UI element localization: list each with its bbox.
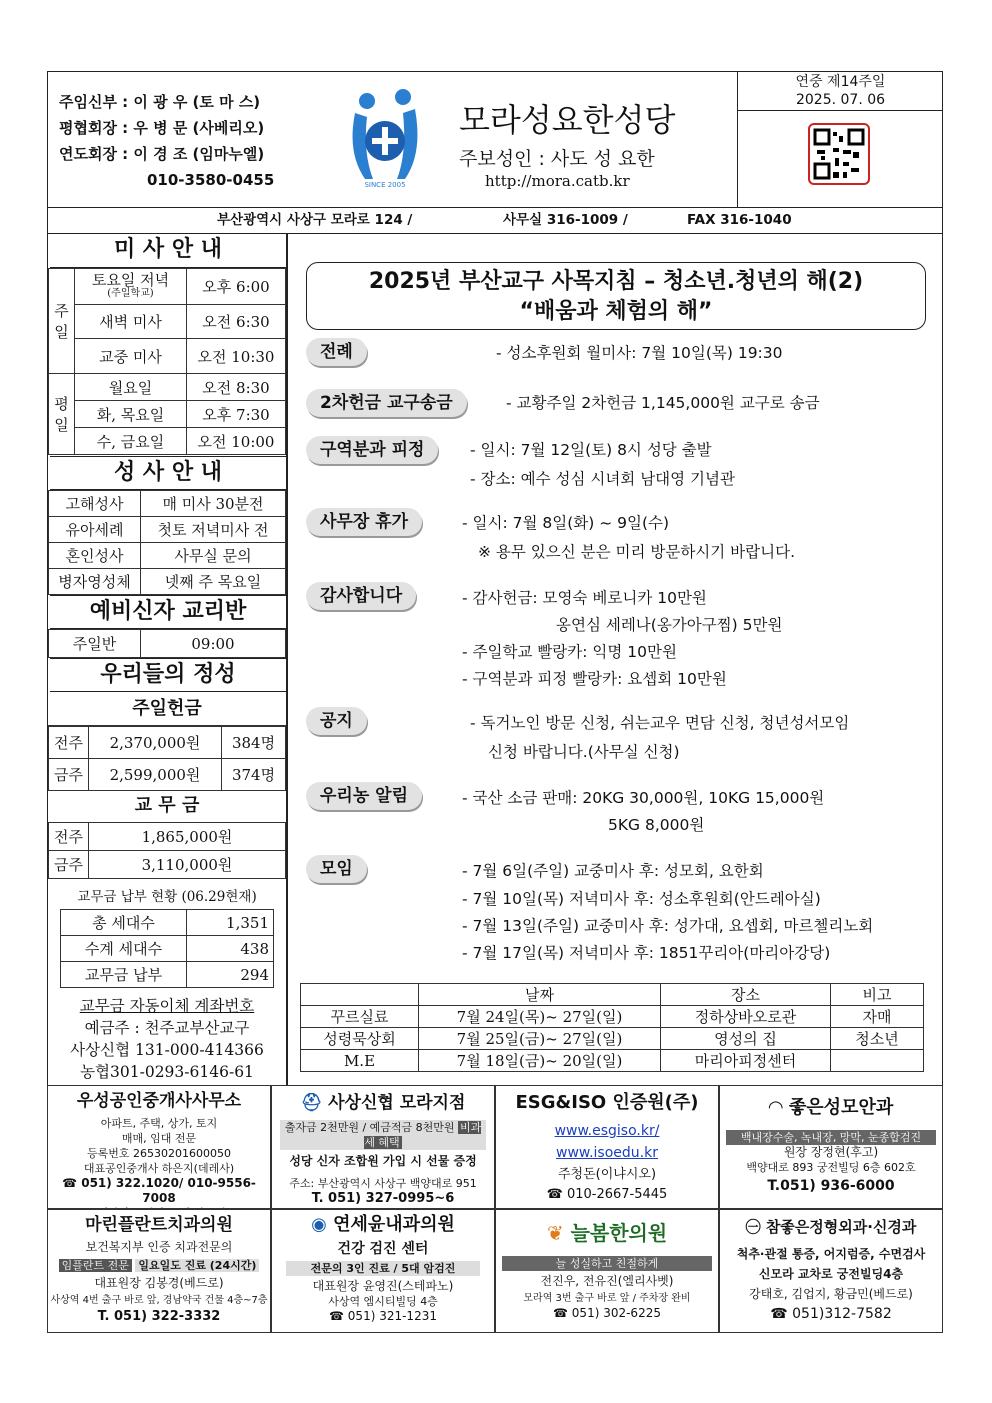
retreat-cell: M.E: [301, 1050, 419, 1072]
ad-link[interactable]: www.isoedu.kr: [556, 1145, 658, 1161]
headline-line1: 2025년 부산교구 사목지침 – 청소년.청년의 해(2): [368, 269, 864, 294]
notice-line: 신청 바랍니다.(사무실 신청): [488, 743, 680, 761]
notice-line: - 7월 17일(목) 저녁미사 후: 1851꾸리아(마리아강당): [462, 944, 831, 962]
retreat-cell: 7월 24일(목)~ 27일(일): [419, 1006, 661, 1028]
notice-line: 옹연심 세레나(옹가아구찜) 5만원: [556, 616, 783, 634]
ad-line: ☎ 051) 302-6225: [553, 1306, 661, 1320]
ad-line: 성당 신자 조합원 가입 시 선물 증정: [289, 1154, 477, 1168]
orthopedics-logo-icon: ㊀: [745, 1218, 766, 1236]
retreat-cell: 청소년: [831, 1028, 924, 1050]
ad-line: 신모라 교차로 궁전빌딩4층: [758, 1267, 904, 1281]
retreat-header: 날짜: [419, 984, 661, 1006]
mass-sub: (주일학교): [107, 287, 154, 299]
mass-name: 새벽 미사: [75, 305, 187, 339]
mass-time: 오후 7:30: [187, 401, 286, 428]
retreat-cell: 성령묵상회: [301, 1028, 419, 1050]
ad-title: 사상신협 모라지점: [328, 1093, 466, 1113]
ad-eye-clinic[interactable]: [719, 1085, 943, 1209]
ad-line: 백양대로 893 궁전빌딩 6층 602호: [746, 1161, 916, 1174]
office-phone: 사무실 316-1009 /: [503, 212, 628, 228]
retreat-cell: 7월 25일(금)~ 27일(일): [419, 1028, 661, 1050]
notice-line: 5KG 8,000원: [608, 816, 705, 834]
notice-line: - 감사헌금: 모영숙 베로니카 10만원: [462, 589, 707, 607]
ad-line: 대표원장 김봉경(베드로): [94, 1276, 224, 1290]
catechumen-table: [48, 629, 286, 658]
ad-title: ESG&ISO 인증원(주): [515, 1092, 699, 1113]
catechumen-title: 예비신자 교리반: [50, 595, 286, 629]
ad-line: 대표원장 윤영진(스테파노): [312, 1279, 454, 1293]
ad-line: 주소: 부산광역시 사상구 백양대로 951: [289, 1177, 477, 1190]
retreat-cell: 7월 18일(금)~ 20일(일): [419, 1050, 661, 1072]
due-status-table: [60, 909, 274, 988]
week-box: [737, 71, 943, 111]
ad-line: 출자금 2천만원 / 예금적금 8천만원: [284, 1121, 455, 1134]
retreat-header: 장소: [661, 984, 831, 1006]
notice-line: - 7월 10일(목) 저녁미사 후: 성소후원회(안드레아실): [462, 890, 821, 908]
ad-line: 아파트, 주택, 상가, 토지: [100, 1117, 218, 1130]
ad-line: ☎ 051)312-7582: [770, 1306, 892, 1322]
notice-label: 사무장 휴가: [306, 508, 422, 536]
ad-line: 보건복지부 인증 치과전문의: [85, 1240, 233, 1254]
ad-line: 백내장수술, 녹내장, 망막, 눈종합검진: [726, 1130, 936, 1145]
sunday-label: 주일: [49, 269, 75, 374]
ad-esg-iso[interactable]: [495, 1085, 719, 1209]
sacrament-value: 사무실 문의: [141, 543, 286, 569]
ad-line: 강태호, 김업지, 황금민(베드로): [749, 1287, 913, 1301]
notice-label: 2차헌금 교구송금: [306, 389, 467, 417]
column-divider: [286, 234, 288, 1085]
parish-label: 금주: [49, 851, 89, 879]
mass-time: 오후 6:00: [187, 269, 286, 305]
parish-amount: 1,865,000원: [89, 823, 286, 851]
ad-dental[interactable]: [47, 1209, 271, 1333]
notice-line: - 교황주일 2차헌금 1,145,000원 교구로 송금: [506, 394, 820, 412]
status-value: 294: [187, 962, 274, 988]
ad-line: 모라역 3번 출구 바로 앞 / 주차장 완비: [523, 1293, 691, 1304]
ad-oriental-clinic[interactable]: [495, 1209, 719, 1333]
ad-line: 일요일도 진료 (24시간): [135, 1259, 259, 1272]
notice-label: 공지: [306, 707, 367, 735]
pastor-line: 주임신부 : 이 광 우 (토 마 스): [59, 93, 261, 111]
notice-line: - 일시: 7월 12일(토) 8시 성당 출발: [470, 441, 712, 459]
sacrament-value: 매 미사 30분전: [141, 491, 286, 517]
parish-label: 전주: [49, 823, 89, 851]
notice-line: - 국산 소금 판매: 20KG 30,000원, 10KG 15,000원: [462, 789, 825, 807]
retreat-header: 비고: [831, 984, 924, 1006]
ad-title: 연세윤내과의원: [333, 1214, 455, 1235]
notice-line: - 성소후원회 월미사: 7월 10일(목) 19:30: [496, 344, 783, 362]
ad-title: 늘봄한의원: [570, 1221, 668, 1245]
ad-title: 마린플란트치과의원: [85, 1215, 233, 1235]
mass-row: [75, 269, 187, 305]
ad-line: 등록번호 26530201600050: [87, 1147, 231, 1160]
account-number: 사상신협 131-000-414366: [70, 1041, 264, 1059]
retreat-cell: 꾸르실료: [301, 1006, 419, 1028]
leaf-logo-icon: ❦: [546, 1221, 571, 1245]
retreat-cell: 영성의 집: [661, 1028, 831, 1050]
sacraments-table: [48, 490, 286, 595]
sacrament-name: 병자영성체: [49, 569, 141, 595]
catechumen-time: 09:00: [141, 630, 286, 658]
bulletin-date: 2025. 07. 06: [795, 92, 886, 108]
parish-due-table: [48, 822, 286, 879]
status-label: 총 세대수: [61, 910, 187, 936]
fax-number: FAX 316-1040: [687, 212, 792, 228]
ad-credit-union[interactable]: [271, 1085, 495, 1209]
ad-line: ☎ 051) 322.1020/ 010-9556-7008: [62, 1176, 256, 1205]
offering-amount: 2,599,000원: [89, 759, 222, 791]
sacrament-value: 첫토 저녁미사 전: [141, 517, 286, 543]
status-value: 438: [187, 936, 274, 962]
headline-box: [306, 262, 926, 330]
credit-union-logo-icon: ⛑: [300, 1093, 329, 1113]
mass-name: 월요일: [75, 374, 187, 401]
notice-line: - 독거노인 방문 신청, 쉬는교우 면담 신청, 청년성서모임: [470, 714, 850, 732]
church-logo: [345, 83, 425, 193]
header: [47, 71, 943, 208]
retreat-table: [300, 983, 924, 1072]
ad-title: 우성공인중개사사무소: [76, 1091, 242, 1111]
qr-area: [737, 111, 943, 208]
mass-time: 오전 10:00: [187, 428, 286, 455]
sacrament-value: 넷째 주 목요일: [141, 569, 286, 595]
sacrament-name: 혼인성사: [49, 543, 141, 569]
council-head-line: 평협회장 : 우 병 문 (사베리오): [59, 119, 265, 137]
ad-line: T.051) 936-6000: [767, 1178, 895, 1194]
parish-amount: 3,110,000원: [89, 851, 286, 879]
ad-line: 척추·관절 통증, 어지럼증, 수면검사: [736, 1247, 926, 1261]
ad-internal-medicine[interactable]: [271, 1209, 495, 1333]
ad-line: T. 051) 322-3332: [97, 1309, 221, 1324]
catechumen-label: 주일반: [49, 630, 141, 658]
offering-label: 금주: [49, 759, 89, 791]
ad-orthopedics[interactable]: [719, 1209, 943, 1333]
account-title: 교무금 자동이체 계좌번호: [79, 997, 255, 1015]
notice-line: - 구역분과 피정 빨랑카: 요셉회 10만원: [462, 670, 727, 688]
sacrament-name: 유아세례: [49, 517, 141, 543]
notice-line: - 장소: 예수 성심 시녀회 남대영 기념관: [470, 470, 735, 488]
weekday-label: 평일: [49, 374, 75, 455]
elder-head-line: 연도회장 : 이 경 조 (임마누엘): [59, 145, 265, 163]
logo-since: SINCE 2005: [364, 181, 406, 189]
notice-label: 감사합니다: [306, 582, 416, 610]
offering-count: 374명: [222, 759, 286, 791]
contact-phone: 010-3580-0455: [147, 171, 275, 189]
ad-title: 좋은성모안과: [788, 1097, 894, 1118]
sacraments-title: 성 사 안 내: [50, 456, 286, 490]
ad-line: 전문의 3인 진료 / 5대 암검진: [286, 1261, 480, 1276]
eye-logo-icon: ◠: [768, 1097, 789, 1118]
mass-time: 오전 10:30: [187, 339, 286, 374]
patron-saint: 주보성인 : 사도 성 요한: [459, 148, 655, 170]
mass-title: 미 사 안 내: [50, 234, 286, 268]
ad-realestate[interactable]: [47, 1085, 271, 1209]
ad-line: T. 051) 327-0995~6: [311, 1191, 455, 1206]
status-value: 1,351: [187, 910, 274, 936]
church-address: 부산광역시 사상구 모라로 124 /: [217, 212, 413, 228]
address-bar: [47, 208, 943, 234]
church-name: 모라성요한성당: [459, 101, 676, 139]
retreat-header: [301, 984, 419, 1006]
ad-line: 사상역 4번 출구 바로 앞, 경남약국 건물 4층~7층: [50, 1295, 268, 1306]
mass-table: [48, 268, 286, 455]
mass-time: 오전 6:30: [187, 305, 286, 339]
ad-line: ☎ 051) 321-1231: [329, 1309, 437, 1323]
ad-line: ☎ 010-2667-5445: [546, 1187, 668, 1202]
offering-count: 384명: [222, 727, 286, 759]
notice-label: 모임: [306, 855, 367, 883]
notice-label: 전례: [306, 338, 367, 366]
ad-link[interactable]: www.esgiso.kr/: [554, 1123, 660, 1139]
mass-time: 오전 8:30: [187, 374, 286, 401]
notice-line: - 주일학교 빨랑카: 익명 10만원: [462, 643, 677, 661]
sacrament-name: 고해성사: [49, 491, 141, 517]
status-label: 교무금 납부: [61, 962, 187, 988]
retreat-cell: [831, 1050, 924, 1072]
ad-badge: 임플란트 전문: [59, 1259, 132, 1272]
ad-badge: 비과세 혜택: [364, 1121, 482, 1149]
retreat-cell: 마리아피정센터: [661, 1050, 831, 1072]
retreat-cell: 정하상바오로관: [661, 1006, 831, 1028]
logo-figures-icon: [345, 83, 425, 193]
ad-line: 매매, 임대 전문: [121, 1132, 197, 1145]
notice-label: 구역분과 피정: [306, 436, 438, 464]
notice-label: 우리농 알림: [306, 782, 422, 810]
parish-due-title: 교 무 금: [134, 795, 200, 816]
ad-line: 대표공인중개사 하은지(데레사): [83, 1162, 235, 1175]
ad-line: 늘 성실하고 친절하게: [502, 1256, 712, 1271]
headline-line2: “배움과 체험의 해”: [519, 299, 713, 324]
notice-line: ※ 용무 있으신 분은 미리 방문하시기 바랍니다.: [478, 543, 795, 561]
offering-label: 전주: [49, 727, 89, 759]
mass-name: 화, 목요일: [75, 401, 187, 428]
notice-line: - 7월 13일(주일) 교중미사 후: 성가대, 요셉회, 마르첼리노회: [462, 917, 874, 935]
account-info: [48, 995, 286, 1083]
account-holder: 예금주 : 천주교부산교구: [84, 1019, 250, 1037]
ad-line: 주청돈(이냐시오): [557, 1167, 657, 1182]
notice-line: - 일시: 7월 8일(화) ~ 9일(수): [462, 514, 670, 532]
yonsei-logo-icon: ◉: [311, 1214, 334, 1235]
ad-title: 참좋은정형외과·신경과: [765, 1218, 917, 1236]
ad-line: 건강 검진 센터: [337, 1241, 429, 1257]
retreat-cell: 자매: [831, 1006, 924, 1028]
sunday-offering-table: [48, 726, 286, 791]
ad-line: 원장 장정현(후고): [783, 1145, 879, 1159]
liturgical-week: 연중 제14주일: [795, 74, 886, 90]
ad-line: 사상역 엠시티빌딩 4층: [328, 1295, 438, 1308]
website-link[interactable]: http://mora.catb.kr: [485, 172, 630, 190]
mass-name: 수, 금요일: [75, 428, 187, 455]
notice-line: - 7월 6일(주일) 교중미사 후: 성모회, 요한회: [462, 862, 764, 880]
offering-amount: 2,370,000원: [89, 727, 222, 759]
due-status-title: 교무금 납부 현황 (06.29현재): [77, 889, 257, 905]
mass-name: 토요일 저녁: [91, 270, 170, 289]
ad-line: 전진우, 전유진(엘리사벳): [540, 1274, 674, 1288]
offering-title: 우리들의 정성: [50, 658, 286, 692]
mass-name: 교중 미사: [75, 339, 187, 374]
sunday-offering-title: 주일헌금: [48, 692, 286, 726]
account-number: 농협301-0293-6146-61: [80, 1063, 254, 1081]
qr-code-icon[interactable]: [808, 123, 870, 185]
status-label: 수계 세대수: [61, 936, 187, 962]
